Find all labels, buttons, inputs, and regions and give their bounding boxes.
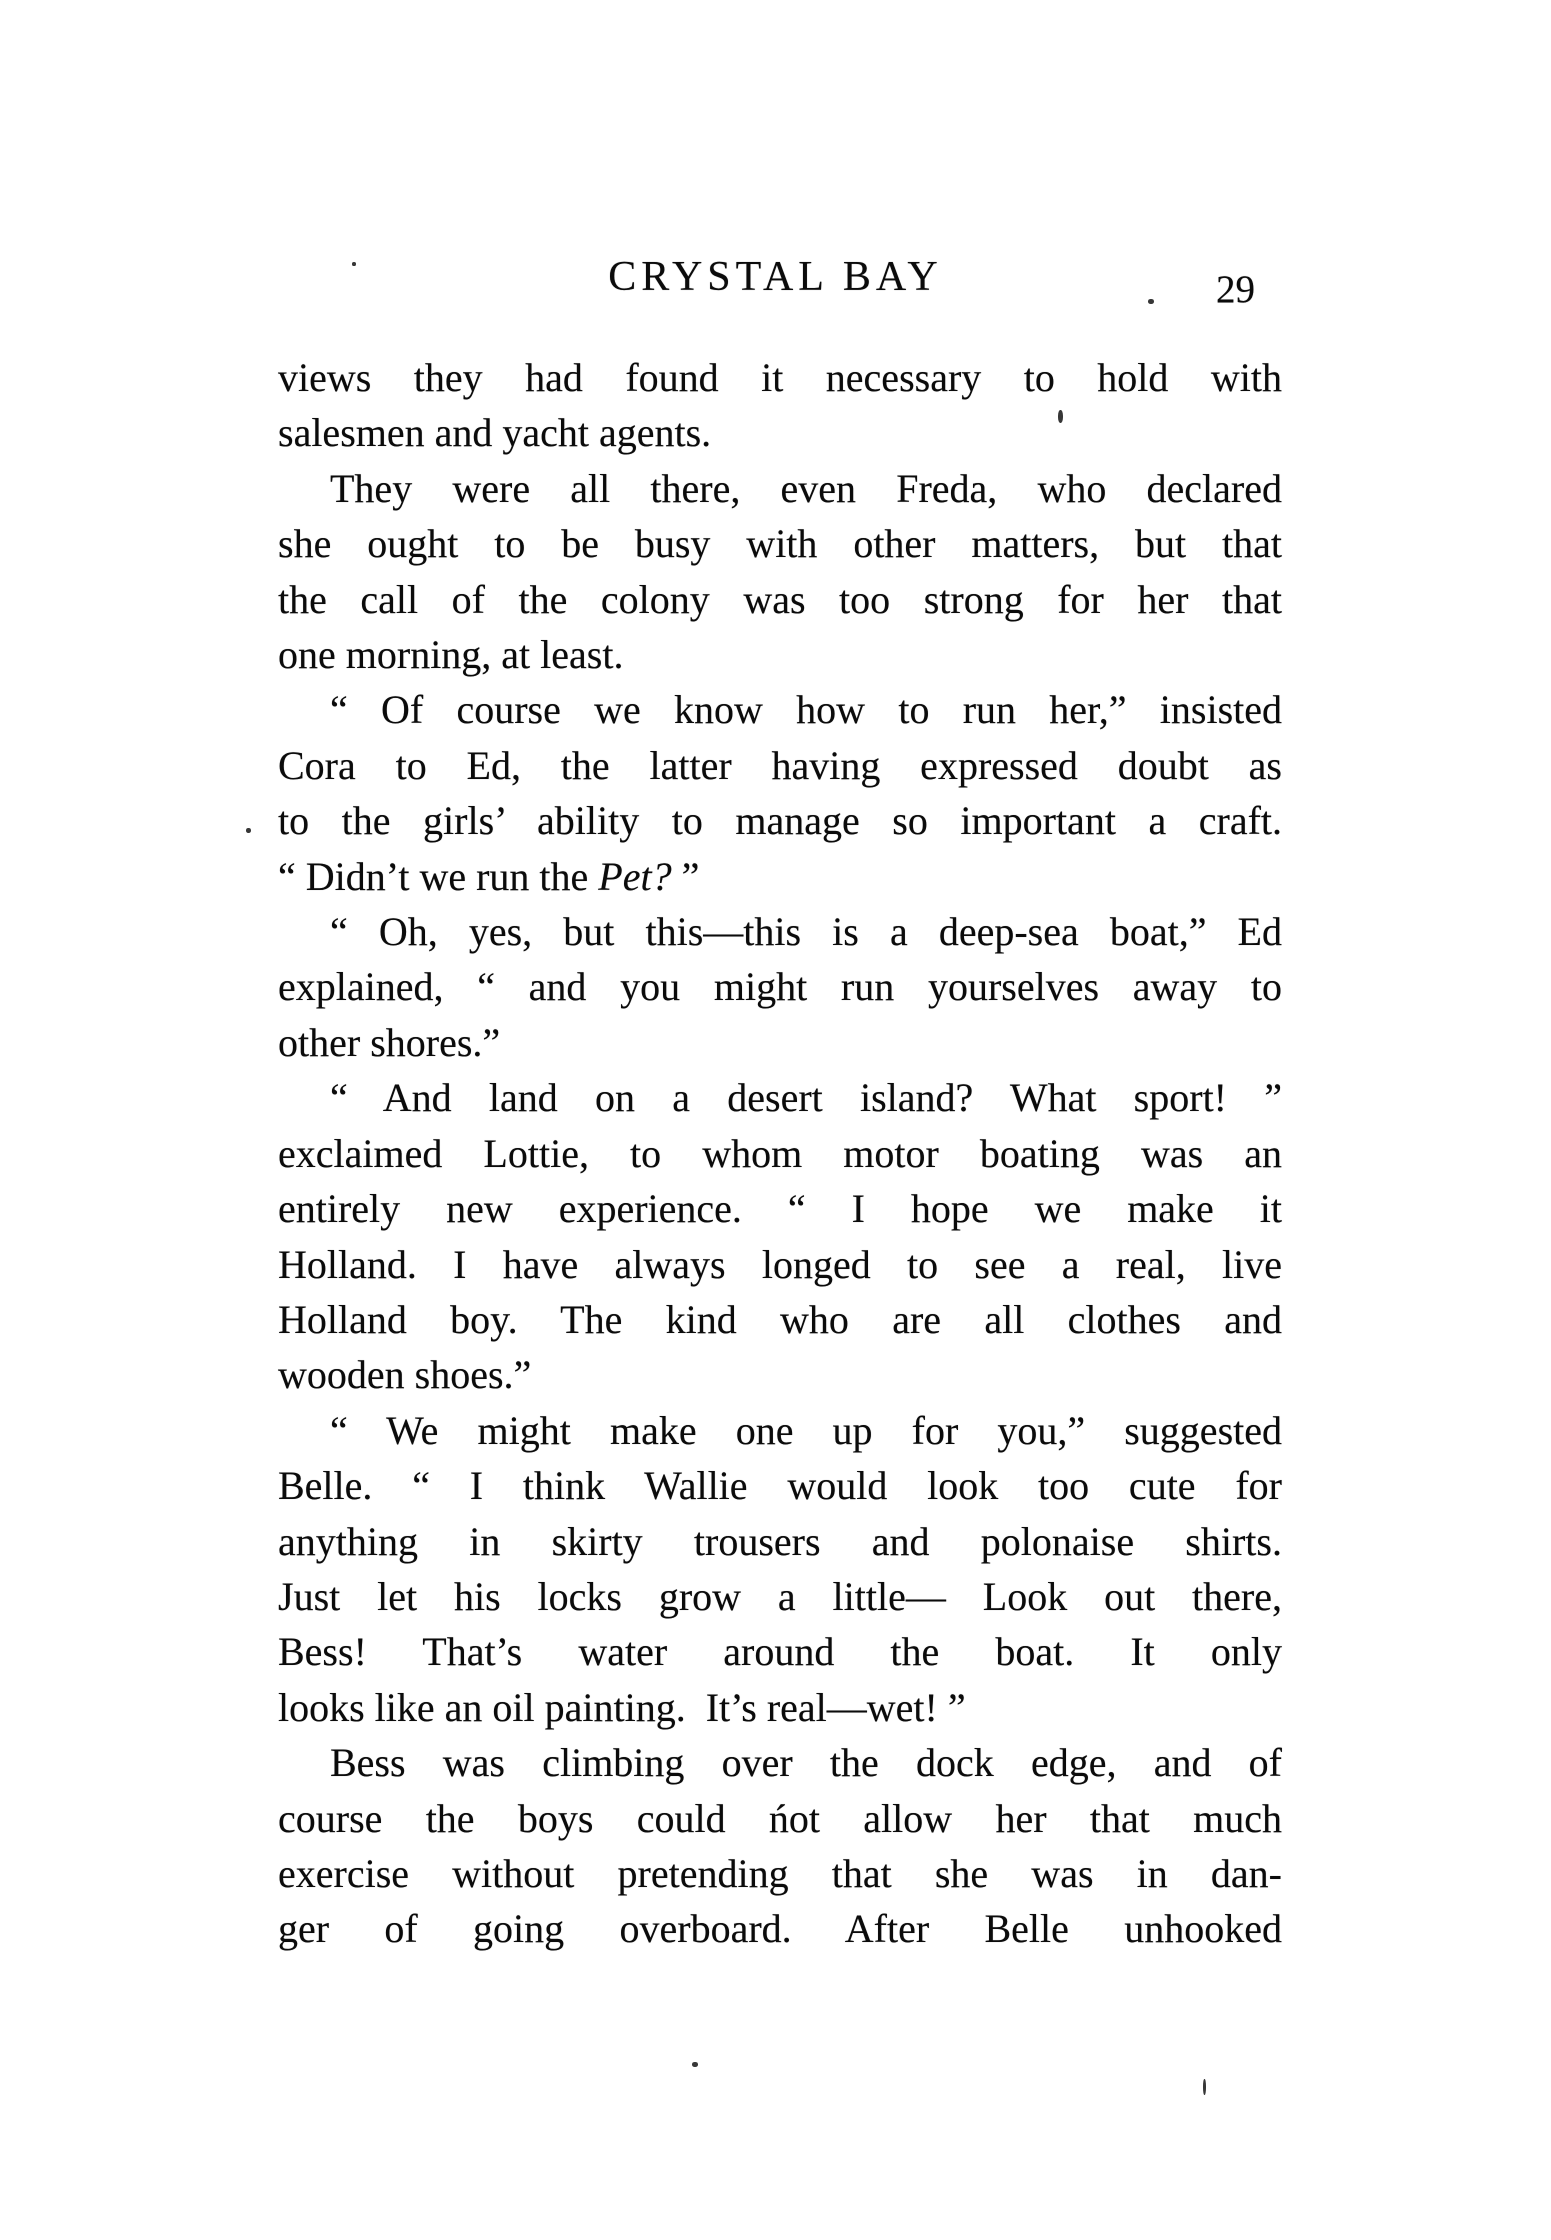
ink-speck: [246, 828, 251, 833]
text-line: [278, 350, 1282, 405]
text-segment: course the boys could ńot allow her that much: [278, 1795, 1282, 1841]
text-segment: Bess was climbing over the dock edge, and of: [330, 1740, 1282, 1786]
text-segment: views they had found it necessary to hold with: [278, 355, 1282, 400]
text-line: [278, 1569, 1282, 1624]
text-line: [278, 682, 1282, 737]
text-segment: ”: [671, 853, 700, 899]
text-line: [278, 904, 1282, 959]
text-line: [278, 1126, 1282, 1181]
text-line: [278, 627, 1282, 682]
text-line: [278, 405, 1282, 460]
text-segment: the call of the colony was too strong for her that: [278, 576, 1282, 622]
text-line: [278, 849, 1282, 904]
text-line: [278, 572, 1282, 627]
text-segment: explained, “ and you might run yourselves away to: [278, 964, 1282, 1010]
text-line: [278, 1735, 1282, 1790]
text-segment: she ought to be busy with other matters, but that: [278, 521, 1282, 567]
ink-speck: [352, 262, 356, 266]
text-segment: salesmen and yacht agents.: [278, 410, 712, 456]
ink-speck: [1203, 2079, 1206, 2095]
running-header-title: CRYSTAL BAY: [608, 254, 943, 300]
text-segment: Belle. “ I think Wallie would look too cute for: [278, 1463, 1282, 1509]
text-segment: They were all there, even Freda, who declared: [330, 465, 1282, 511]
text-line: [278, 1292, 1282, 1347]
text-line: [278, 959, 1282, 1014]
text-segment: to the girls’ ability to manage so important a craft.: [278, 798, 1282, 844]
text-segment: Cora to Ed, the latter having expressed doubt as: [278, 742, 1282, 788]
text-segment: ger of going overboard. After Belle unhooked: [278, 1906, 1282, 1952]
text-segment: exclaimed Lottie, to whom motor boating was an: [278, 1130, 1282, 1176]
text-line: [278, 1791, 1282, 1846]
text-line: [278, 1237, 1282, 1292]
text-line: [278, 516, 1282, 571]
text-segment: looks like an oil painting. It’s real—wet! ”: [278, 1684, 966, 1730]
text-segment: Holland boy. The kind who are all clothes and: [278, 1296, 1282, 1342]
text-line: [278, 1458, 1282, 1513]
body-text: [278, 350, 1282, 1957]
text-segment: “ Didn’t we run the: [278, 853, 599, 899]
text-segment: “ Of course we know how to run her,” insisted: [330, 687, 1282, 733]
ink-speck: [1058, 410, 1063, 423]
text-line: [278, 1514, 1282, 1569]
text-line: [278, 1070, 1282, 1125]
text-line: [278, 1403, 1282, 1458]
text-segment: anything in skirty trousers and polonaise shirts.: [278, 1518, 1282, 1564]
text-segment: wooden shoes.”: [278, 1352, 532, 1398]
text-line: [278, 461, 1282, 516]
text-line: [278, 738, 1282, 793]
text-line: [278, 793, 1282, 848]
text-segment: other shores.”: [278, 1019, 501, 1065]
italic-text-segment: Pet?: [598, 853, 672, 899]
text-line: [278, 1680, 1282, 1735]
text-segment: exercise without pretending that she was in dan-: [278, 1850, 1282, 1896]
text-segment: Holland. I have always longed to see a real, live: [278, 1241, 1282, 1287]
text-line: [278, 1015, 1282, 1070]
text-segment: “ And land on a desert island? What sport! ”: [330, 1075, 1282, 1121]
text-line: [278, 1181, 1282, 1236]
ink-speck: [1148, 299, 1154, 304]
text-segment: entirely new experience. “ I hope we make it: [278, 1186, 1282, 1232]
text-segment: one morning, at least.: [278, 632, 624, 678]
text-segment: Just let his locks grow a little— Look out there,: [278, 1573, 1282, 1619]
text-line: [278, 1347, 1282, 1402]
page-number: 29: [1216, 268, 1255, 311]
ink-speck: [692, 2062, 698, 2067]
text-line: [278, 1846, 1282, 1901]
text-segment: “ Oh, yes, but this—this is a deep-sea boat,” Ed: [330, 909, 1282, 955]
text-line: [278, 1624, 1282, 1679]
text-line: [278, 1901, 1282, 1956]
text-segment: Bess! That’s water around the boat. It only: [278, 1629, 1282, 1675]
text-segment: “ We might make one up for you,” suggested: [330, 1407, 1282, 1453]
